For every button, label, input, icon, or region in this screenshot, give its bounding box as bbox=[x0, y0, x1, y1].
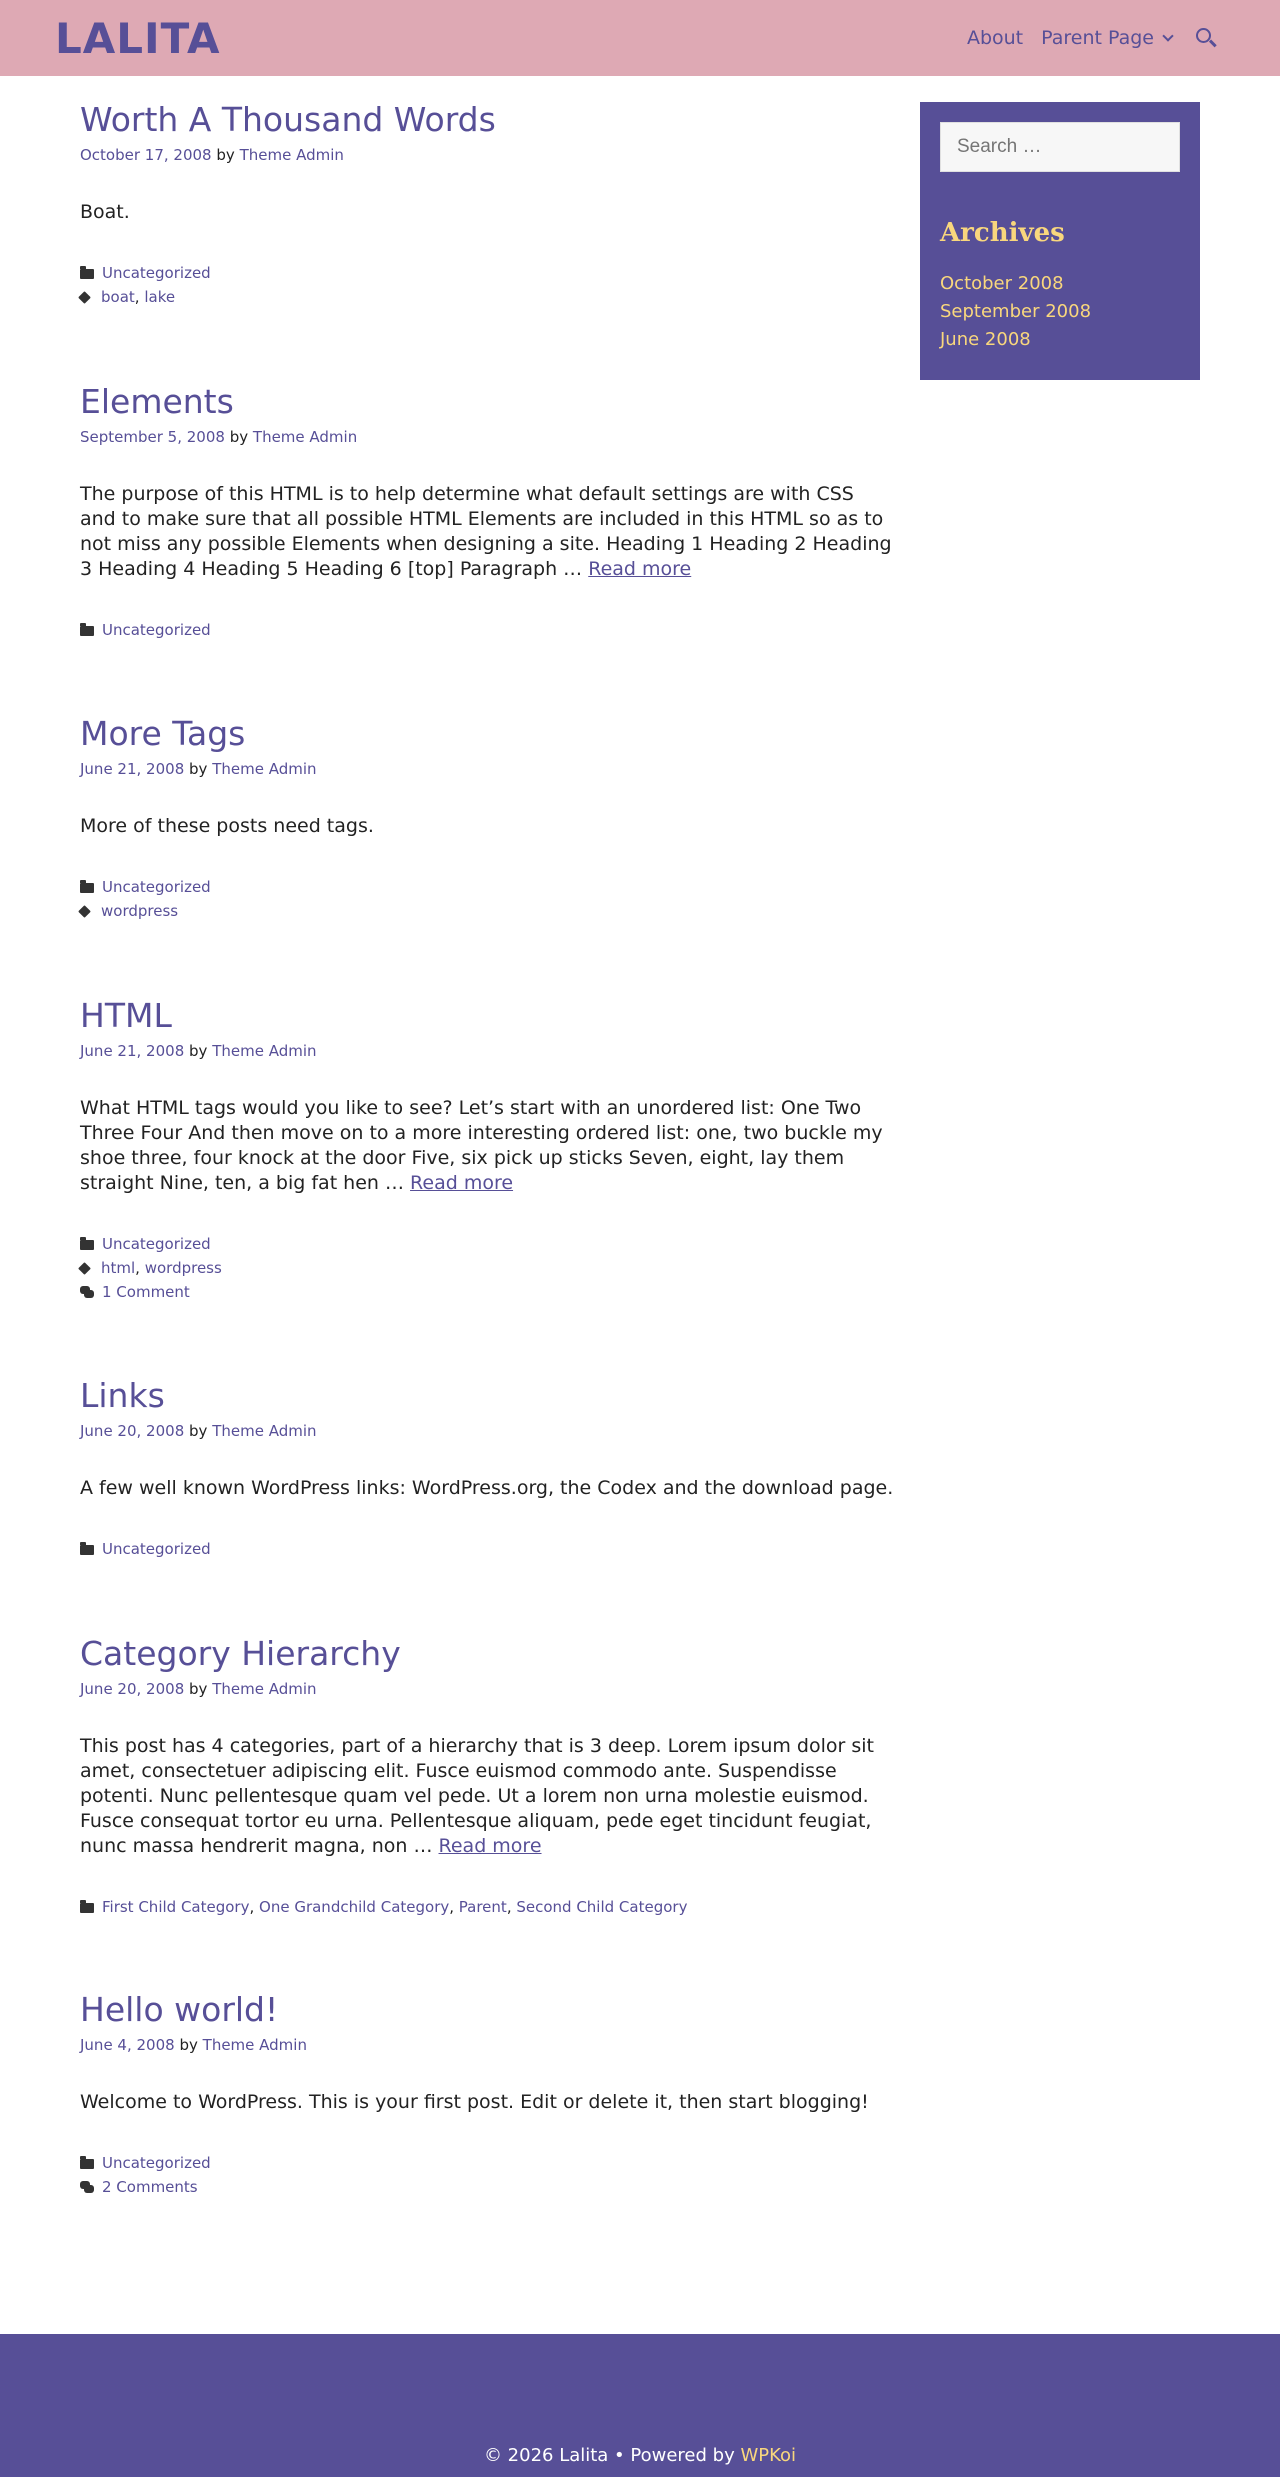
tag-icon bbox=[80, 1263, 93, 1274]
chevron-down-icon[interactable] bbox=[1162, 30, 1173, 41]
post-excerpt-text: This post has 4 categories, part of a hierarchy that is 3 deep. Lorem ipsum dolor sit amet, consectetuer adipiscing elit. Fusce euismod commodo ante. Suspendisse potenti. Nunc pellentesque quam vel pede. Ut a lorem non urna molestie euismod. Fusce consequat tortor eu urna. Pellentesque aliquam, pede eget tincidunt feugiat, nunc massa hendrerit magna, non … bbox=[80, 1735, 874, 1857]
post-date-link[interactable]: June 21, 2008 bbox=[80, 760, 185, 778]
post-meta bbox=[80, 1042, 895, 1060]
post-categories bbox=[80, 875, 895, 899]
archive-link[interactable]: September 2008 bbox=[940, 301, 1092, 322]
category-link[interactable]: One Grandchild Category bbox=[259, 1898, 450, 1916]
archives-list bbox=[940, 270, 1180, 354]
folder-icon bbox=[80, 1903, 94, 1913]
post-meta-by: by bbox=[189, 1680, 208, 1698]
category-link[interactable]: Uncategorized bbox=[102, 1235, 211, 1253]
post-title-link[interactable]: Hello world! bbox=[80, 1990, 279, 2029]
post-categories: First Child Category, One Grandchild Category, Parent, Second Child Category bbox=[80, 1895, 895, 1919]
post-comments bbox=[80, 2175, 895, 2199]
post-title-link[interactable]: Category Hierarchy bbox=[80, 1634, 401, 1673]
post bbox=[80, 1990, 895, 2199]
post bbox=[80, 996, 895, 1304]
category-link[interactable]: Uncategorized bbox=[102, 621, 211, 639]
read-more-link[interactable]: Read more bbox=[588, 558, 692, 580]
comments-icon bbox=[80, 2181, 94, 2193]
post-title-link[interactable]: Elements bbox=[80, 382, 234, 421]
post-excerpt bbox=[80, 1096, 895, 1196]
tag-link[interactable]: wordpress bbox=[144, 1259, 222, 1277]
post-excerpt: A few well known WordPress links: WordPress.org, the Codex and the download page. bbox=[80, 1477, 894, 1499]
post-meta bbox=[80, 760, 895, 778]
page-content bbox=[0, 76, 1280, 2477]
tag-icon bbox=[80, 292, 93, 303]
post-date-link[interactable]: June 4, 2008 bbox=[80, 2036, 175, 2054]
post-date-link[interactable]: June 21, 2008 bbox=[80, 1042, 185, 1060]
post-excerpt-text: The purpose of this HTML is to help determine what default settings are with CSS and to make sure that all possible HTML Elements are included in this HTML so as to not miss any possible Elements when designing a site. Heading 1 Heading 2 Heading 3 Heading 4 Heading 5 Heading 6 [top] Paragraph … bbox=[80, 483, 892, 580]
site-header bbox=[0, 0, 1280, 76]
post-date-link[interactable]: June 20, 2008 bbox=[80, 1680, 185, 1698]
folder-icon bbox=[80, 2159, 94, 2169]
post-meta-by: by bbox=[229, 428, 249, 446]
post bbox=[80, 714, 895, 923]
post-excerpt bbox=[80, 482, 895, 582]
category-link[interactable]: Parent bbox=[458, 1898, 507, 1916]
post bbox=[80, 100, 895, 309]
powered-by-link[interactable]: WPKoi bbox=[740, 2445, 797, 2466]
category-link[interactable]: Uncategorized bbox=[102, 1540, 211, 1558]
post-categories bbox=[80, 1537, 895, 1561]
post-comments bbox=[80, 1280, 895, 1304]
main-nav bbox=[967, 0, 1216, 76]
category-link[interactable]: Second Child Category bbox=[516, 1898, 688, 1916]
post-tags: html, wordpress bbox=[80, 1256, 895, 1280]
post-author-link[interactable]: Theme Admin bbox=[202, 2036, 307, 2054]
post-meta bbox=[80, 428, 895, 446]
post-categories bbox=[80, 2151, 895, 2175]
post-excerpt: More of these posts need tags. bbox=[80, 815, 374, 837]
post-title-link[interactable]: More Tags bbox=[80, 714, 246, 753]
post-date-link[interactable]: June 20, 2008 bbox=[80, 1422, 185, 1440]
post-date-link[interactable]: October 17, 2008 bbox=[80, 146, 212, 164]
tag-link[interactable]: html bbox=[101, 1259, 136, 1277]
post-meta bbox=[80, 1680, 895, 1698]
sidebar bbox=[920, 102, 1200, 380]
read-more-link[interactable]: Read more bbox=[438, 1835, 542, 1857]
post-categories bbox=[80, 618, 895, 642]
category-link[interactable]: Uncategorized bbox=[102, 878, 211, 896]
tag-link[interactable]: lake bbox=[144, 288, 176, 306]
search-input[interactable] bbox=[940, 122, 1180, 172]
post-excerpt-text: What HTML tags would you like to see? Let’s start with an unordered list: One Two Three Four And then move on to a more interesting ordered list: one, two buckle my shoe three, four knock at the door Five, six pick up sticks Seven, eight, lay them straight Nine, ten, a big fat hen … bbox=[80, 1097, 883, 1194]
folder-icon bbox=[80, 1545, 94, 1555]
post-meta bbox=[80, 146, 895, 164]
post bbox=[80, 1634, 895, 1919]
post-meta-by: by bbox=[189, 1042, 208, 1060]
post-excerpt bbox=[80, 1734, 895, 1859]
category-link[interactable]: First Child Category bbox=[102, 1898, 250, 1916]
post-footer bbox=[80, 875, 895, 923]
post-date-link[interactable]: September 5, 2008 bbox=[80, 428, 225, 446]
search-icon[interactable] bbox=[1196, 28, 1216, 48]
post-meta-by: by bbox=[189, 1422, 208, 1440]
post-author-link[interactable]: Theme Admin bbox=[212, 1422, 317, 1440]
post-footer bbox=[80, 1232, 895, 1304]
post-excerpt: Boat. bbox=[80, 201, 130, 223]
post-title-link[interactable]: Worth A Thousand Words bbox=[80, 100, 496, 139]
archive-link[interactable]: October 2008 bbox=[940, 273, 1064, 294]
comments-link[interactable]: 1 Comment bbox=[102, 1283, 190, 1301]
read-more-link[interactable]: Read more bbox=[410, 1172, 514, 1194]
post-author-link[interactable]: Theme Admin bbox=[212, 760, 317, 778]
folder-icon bbox=[80, 883, 94, 893]
post-title-link[interactable]: Links bbox=[80, 1376, 165, 1415]
comments-icon bbox=[80, 1286, 94, 1298]
folder-icon bbox=[80, 626, 94, 636]
post-title-link[interactable]: HTML bbox=[80, 996, 172, 1035]
post-footer bbox=[80, 1895, 895, 1919]
nav-item-about[interactable]: About bbox=[966, 27, 1024, 49]
category-link[interactable]: Uncategorized bbox=[102, 264, 211, 282]
post-footer bbox=[80, 261, 895, 309]
post-excerpt: Welcome to WordPress. This is your first post. Edit or delete it, then start blogging! bbox=[80, 2091, 869, 2113]
archives-title: Archives bbox=[940, 218, 1065, 248]
post-footer bbox=[80, 1537, 895, 1561]
tag-link[interactable]: boat bbox=[101, 288, 135, 306]
post-author-link[interactable]: Theme Admin bbox=[212, 1042, 317, 1060]
post bbox=[80, 1376, 895, 1561]
nav-item-parent-page-label: Parent Page bbox=[1041, 27, 1154, 49]
comments-link[interactable]: 2 Comments bbox=[102, 2178, 198, 2196]
copyright-text: © 2026 Lalita • Powered by bbox=[483, 2445, 735, 2466]
post-tags: boat, lake bbox=[80, 285, 895, 309]
archive-link[interactable]: June 2008 bbox=[940, 329, 1031, 350]
post-meta-by: by bbox=[179, 2036, 198, 2054]
post-footer bbox=[80, 618, 895, 642]
nav-item-parent-page[interactable] bbox=[1041, 27, 1172, 49]
post-categories bbox=[80, 1232, 895, 1256]
site-footer bbox=[0, 2334, 1280, 2477]
folder-icon bbox=[80, 1240, 94, 1250]
post-meta bbox=[80, 1422, 895, 1440]
tag-link[interactable]: wordpress bbox=[101, 902, 179, 920]
post-author-link[interactable]: Theme Admin bbox=[252, 428, 358, 446]
post-meta-by: by bbox=[216, 146, 235, 164]
copyright bbox=[0, 2445, 1280, 2466]
post-categories bbox=[80, 261, 895, 285]
folder-icon bbox=[80, 269, 94, 279]
post bbox=[80, 382, 895, 642]
site-logo[interactable]: LALITA bbox=[55, 14, 221, 63]
post-author-link[interactable]: Theme Admin bbox=[239, 146, 344, 164]
post-tags bbox=[80, 899, 895, 923]
post-author-link[interactable]: Theme Admin bbox=[212, 1680, 317, 1698]
post-meta bbox=[80, 2036, 895, 2054]
post-meta-by: by bbox=[189, 760, 208, 778]
category-link[interactable]: Uncategorized bbox=[102, 2154, 211, 2172]
post-footer bbox=[80, 2151, 895, 2199]
tag-icon bbox=[80, 906, 93, 917]
